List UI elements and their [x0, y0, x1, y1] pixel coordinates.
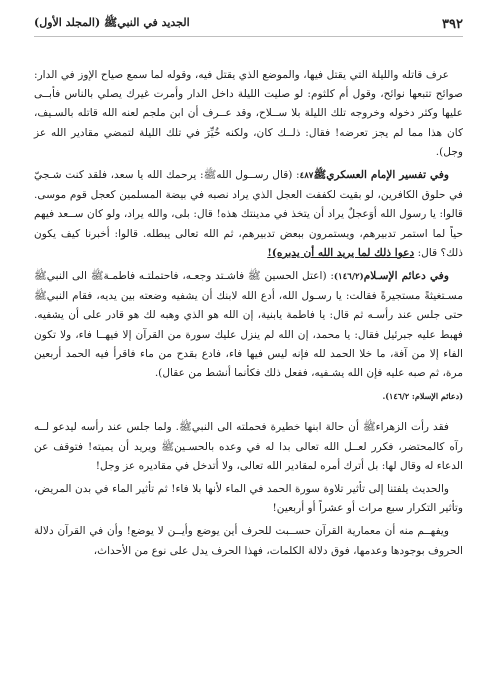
emphasized-quote: دعوا ذلك لما يريد الله أن يدبره)!	[267, 246, 415, 259]
source-reference	[34, 387, 463, 406]
citation-tafsir: ٤٨٧	[299, 171, 314, 182]
paragraph-4	[34, 418, 463, 476]
paragraph-4-text: فقد رأت الزهراءﷺ أن حالة ابنها خطيرة فحملته الى النبيﷺ. ولما جلس عند رأسه ليدعو لــه رآه كالمحتضر، فكرر لعــل الله تعالى بدا له في وعده بالحسـينﷺ ويريد أن يميته! فتوقف عن الدعاء له وقال لها: بل أترك أمره لمقادير الله تعالى، ولا أتدخل في مقاديره عز وجل!	[34, 421, 463, 472]
spacer	[34, 410, 463, 418]
paragraph-6-text: ويفهــم منه أن معمارية القرآن حســبت للحرف أين يوضع وأيــن لا يوضع! وأن في القرآن دلالة الحروف بوجودها وعدمها، فوق دلالة الكلمات، فهذا الحرف يدل على نوع من الأحداث،	[34, 525, 463, 557]
book-title: الجديد في النبيﷺ (المجلد الأول)	[34, 16, 190, 29]
section-heading-daaim: وفي دعائم الإسـلام	[363, 270, 449, 283]
paragraph-3-text: : (اعتل الحسين ﷺ فاشـتد وجعـه، فاحتملتـه فاطمـةﷺ الى النبيﷺ مسـتغيثةً مستجيرةً فقالت: يا رسـول الله، أدع الله لابنك أن يشفيه وضعته بين يديه، فقام النبيﷺ حتى جلس عند رأسـه ثم قال: يا فاطمة يابنية، إن الله هو الذي وهبه لك هو قادر على أن يشفيه. فهبط عليه جبرئيل فقال: يا محمد، إن الله لم ينزل عليك سورة من القرآن إلا فيهــا فاء، ولا تكون الفاء إلا من آفة، ما خلا الحمد لله فإنه ليس فيها فاء، فادع بقدح من ماء فاقرأ فيه الحمد أربعين مرة، ثم صبه عليه فإن الله يشـفيه، ففعل ذلك فكأنما أنشط من عقال).	[34, 270, 463, 380]
paragraph-2-text: : (قال رســول اللهﷺ: يرحمك الله يا سعد، فلقد كنت شـجيّ في حلوق الكافرين، لو بقيت لكففت العجل الذي يراد نصبه في بيضة المسلمين كعجل قوم موسى. قالوا: يا رسول الله أوَعجلٌ يراد أن يتخذ في مدينتك هذه! قال: بلى، والله يراد، ولو كان ســعد فيهم حياً لما استمر تدبيرهم، ويستمرون ببعض تدبيرهم، ثم الله تعالى يبطله. قالوا: أخبرنا كيف يكون ذلك؟ قال:	[34, 169, 463, 259]
paragraph-1-text: عرف قاتله والليلة التي يقتل فيها، والموضع الذي يقتل فيه، وقوله لما سمع صياح الإوز في الدار: صوائح تتبعها نوائح، وقول أم كلثوم: لو صليت الليلة داخل الدار وأمرت غيرك يصلي بالناس فأبــى عليها وكثر دخوله وخروجه تلك الليلة بلا ســلاح، وقد عــرف أن ابن ملجم لعنه الله قاتله بالسـيف، كان هذا مما لم يجز تعرضه! فقال: ذلــك كان، ولكنه خُيِّرَ في تلك الليلة لتمضي مقادير الله عز وجل).	[34, 69, 463, 158]
page-number: ٣٩٢	[442, 17, 463, 32]
running-header	[34, 12, 463, 37]
paragraph-5	[34, 480, 463, 518]
main-text	[34, 66, 463, 561]
paragraph-2	[34, 166, 463, 263]
paragraph-6	[34, 522, 463, 560]
source-reference-text: (دعائم الإسلام: ١٤٦/٢).	[382, 391, 463, 402]
paragraph-1	[34, 66, 463, 162]
paragraph-3	[34, 267, 463, 383]
section-heading-tafsir: وفي تفسير الإمام العسكريﷺ	[313, 169, 450, 182]
paragraph-5-text: والحديث يلفتنا إلى تأثير تلاوة سورة الحمد في الماء لأنها بلا فاء! ثم تأثير الماء في بدن المريض، وتأثير التكرار سبع مرات أو عشراً أو أربعين!	[34, 483, 463, 515]
citation-daaim: (١٤٦/٢)	[333, 272, 364, 283]
